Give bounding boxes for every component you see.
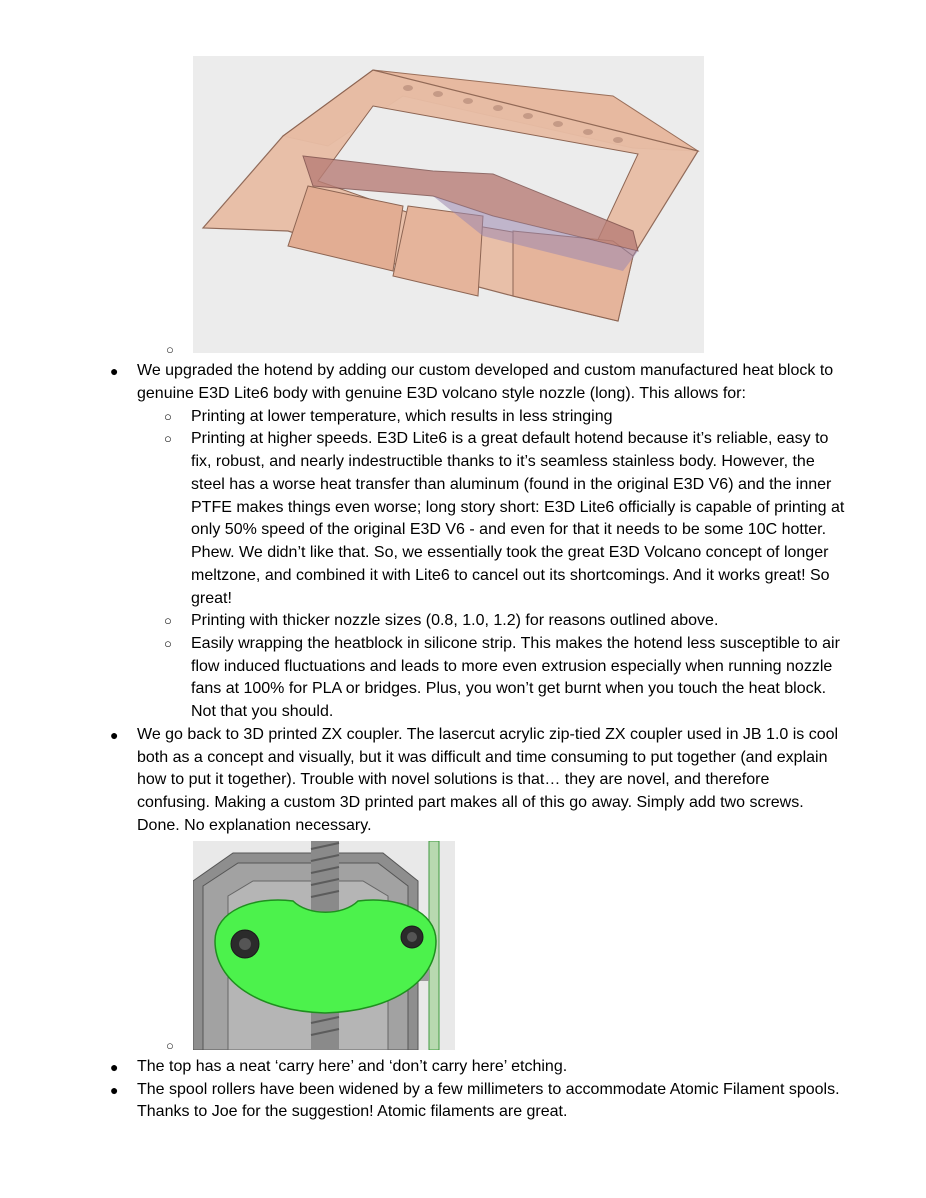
sub-bullet-1-2: ○ — [164, 431, 172, 446]
subitem-1-4-line-3: fans at 100% for PLA or bridges. Plus, you won’t get burnt when you touch the heat block. — [191, 680, 827, 697]
subitem-1-2-line-7: meltzone, and combined it with Lite6 to cancel out its shortcomings. And it works great! So — [191, 567, 830, 584]
bullet-2: ● — [110, 727, 119, 743]
sub-bullet-1-1: ○ — [164, 409, 172, 424]
item-4-line-2: Thanks to Joe for the suggestion! Atomic filaments are great. — [137, 1103, 568, 1120]
bullet-1: ● — [110, 363, 119, 379]
subitem-1-2-line-1: Printing at higher speeds. E3D Lite6 is a great default hotend because it’s reliable, easy to — [191, 430, 829, 447]
subitem-1-4-line-2: flow induced fluctuations and leads to more even extrusion especially when running nozzle — [191, 658, 833, 675]
subitem-1-1-line-1: Printing at lower temperature, which results in less stringing — [191, 408, 613, 425]
figure2-sub-bullet: ○ — [166, 1038, 174, 1053]
subitem-1-2-line-3: steel has a worse heat transfer than aluminum (found in the original E3D V6) and the inner — [191, 476, 832, 493]
item-4-line-1: The spool rollers have been widened by a few millimeters to accommodate Atomic Filament spools. — [137, 1081, 840, 1098]
subitem-1-4-line-4: Not that you should. — [191, 703, 334, 720]
frame-render-image — [193, 56, 704, 353]
item-3-line-1: The top has a neat ‘carry here’ and ‘don’t carry here’ etching. — [137, 1058, 568, 1075]
subitem-1-3-line-1: Printing with thicker nozzle sizes (0.8, 1.0, 1.2) for reasons outlined above. — [191, 612, 719, 629]
bullet-3: ● — [110, 1059, 119, 1075]
subitem-1-2-line-6: Phew. We didn’t like that. So, we essentially took the great E3D Volcano concept of longer — [191, 544, 829, 561]
item-2-line-3: how to put it together). Trouble with novel solutions is that… they are novel, and therefore — [137, 771, 770, 788]
subitem-1-2-line-5: only 50% speed of the original E3D V6 - and even for that it needs to be some 10C hotter. — [191, 521, 827, 538]
sub-bullet-1-4: ○ — [164, 636, 172, 651]
bullet-4: ● — [110, 1082, 119, 1098]
subitem-1-4-line-1: Easily wrapping the heatblock in silicone strip. This makes the hotend less susceptible to air — [191, 635, 840, 652]
subitem-1-2-line-4: PTFE makes things even worse; long story short: E3D Lite6 officially is capable of printing at — [191, 499, 845, 516]
item-1-line-1: We upgraded the hotend by adding our custom developed and custom manufactured heat block to — [137, 362, 834, 379]
sub-bullet-1-3: ○ — [164, 613, 172, 628]
item-2-line-5: Done. No explanation necessary. — [137, 817, 372, 834]
item-2-line-2: both as a concept and visually, but it was difficult and time consuming to put together (and explain — [137, 749, 828, 766]
zx-coupler-render-image — [193, 841, 455, 1050]
subitem-1-2-line-8: great! — [191, 590, 232, 607]
item-2-line-1: We go back to 3D printed ZX coupler. The lasercut acrylic zip-tied ZX coupler used in JB 1.0 is cool — [137, 726, 839, 743]
figure1-sub-bullet: ○ — [166, 342, 174, 357]
item-1-line-2: genuine E3D Lite6 body with genuine E3D volcano style nozzle (long). This allows for: — [137, 385, 746, 402]
item-2-line-4: confusing. Making a custom 3D printed part makes all of this go away. Simply add two screws. — [137, 794, 804, 811]
subitem-1-2-line-2: fix, robust, and nearly indestructible thanks to it’s seamless stainless body. However, the — [191, 453, 815, 470]
